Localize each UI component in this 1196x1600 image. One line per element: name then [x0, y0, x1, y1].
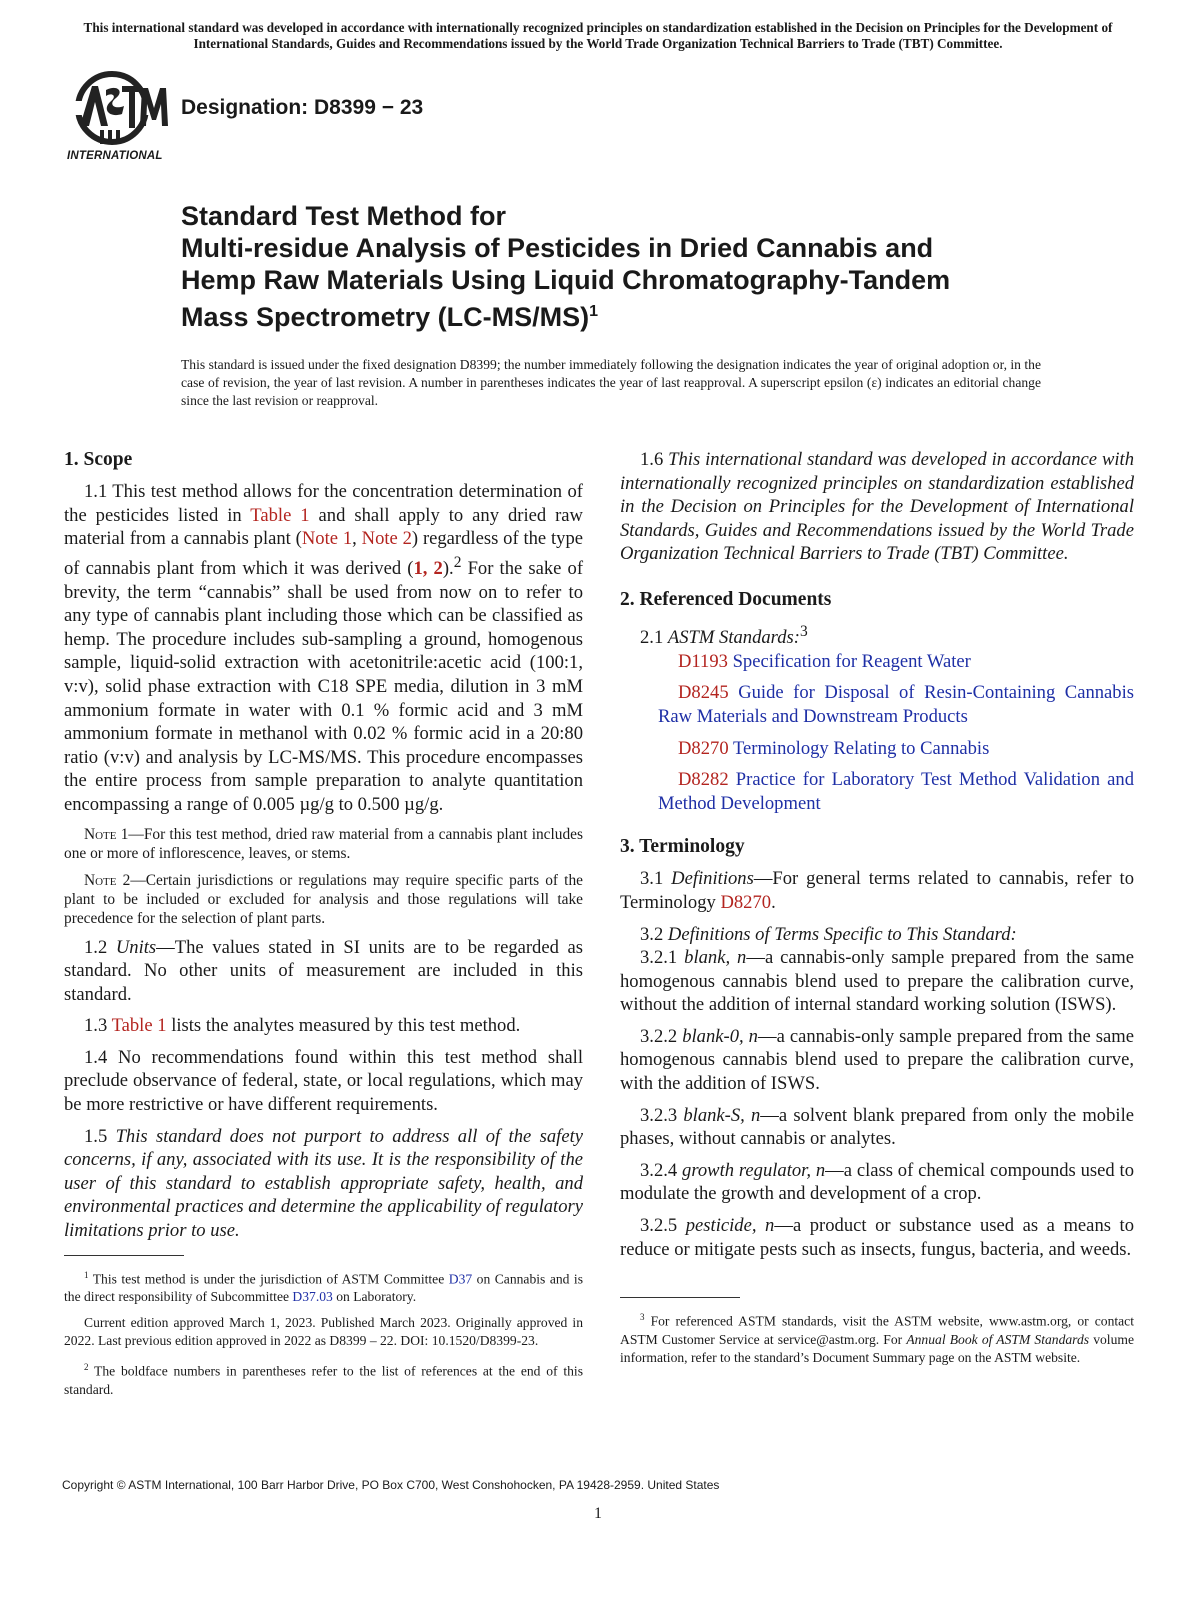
def-3-2-3: 3.2.3 blank-S, n—a solvent blank prepared from only the mobile phases, without cannabis or analytes.: [620, 1104, 1134, 1150]
section-terminology-heading: 3. Terminology: [620, 836, 745, 858]
para-1-5: 1.5 This standard does not purport to address all of the safety concerns, if any, associated with its use. It is the responsibility of the user of this standard to establish appropriate safety, health, and environmental practices and determine the applicability of regulatory limitations prior to use.: [64, 1125, 583, 1242]
note-2: Note 2—Certain jurisdictions or regulations may require specific parts of the plant to be included or excluded for analysis and those regulations will take precedence for the selection of plant parts.: [64, 871, 583, 927]
top-notice: This international standard was developed in accordance with internationally recognized principles on standardization established in the Decision on Principles for the Development of International Standards, Guides and Recommendations issued by the World Trade Organization Technical Barriers to Trade (TBT) Committee.: [83, 20, 1113, 51]
title-line-3: Hemp Raw Materials Using Liquid Chromatography-Tandem: [181, 265, 951, 295]
para-3-1: 3.1 Definitions—For general terms related to cannabis, refer to Terminology D8270.: [620, 868, 1134, 913]
d37-link[interactable]: D37: [448, 1271, 473, 1287]
para-3-2: 3.2 Definitions of Terms Specific to This Standard:: [640, 923, 1017, 945]
footnote-3: $^3$ For referenced ASTM standards, visit the ASTM website, www.astm.org, or contact ASTM Customer Service at service@astm.org. For Annual Book of ASTM Standards volume information, refer to the standard’s Document Summary page on the ASTM website.: [620, 1312, 1134, 1365]
left-column: [64, 448, 583, 1407]
ref-d8270[interactable]: D8270 Terminology Relating to Cannabis: [678, 737, 990, 759]
designation: Designation: D8399 − 23: [181, 96, 424, 119]
issuance-statement: This standard is issued under the fixed designation D8399; the number immediately following the designation indicates the year of original adoption or, in the case of revision, the year of last revision. A number in parentheses indicates the year of last reapproval. A superscript epsilon (ε) indicates an editorial change since the last revision or reapproval.: [181, 357, 1041, 408]
title-footnote-mark: 1: [589, 303, 598, 320]
d37-03-link[interactable]: D37.03: [292, 1289, 333, 1305]
para-1-4: 1.4 No recommendations found within this test method shall preclude observance of federal, state, or local regulations, which may be more restrictive or have different requirements.: [64, 1046, 583, 1116]
para-1-2: 1.2 Units—The values stated in SI units are to be regarded as standard. No other units of measurement are included in this standard.: [64, 936, 584, 1005]
title-line-1: Standard Test Method for: [181, 201, 507, 231]
d8270-link[interactable]: D8270: [720, 891, 772, 913]
note-1: Note 1—For this test method, dried raw material from a cannabis plant includes one or more of inflorescence, leaves, or stems.: [64, 825, 584, 862]
def-3-2-4: 3.2.4 growth regulator, n—a class of chemical compounds used to modulate the growth and development of a crop.: [620, 1159, 1134, 1205]
page-number: 1: [594, 1505, 602, 1522]
ref-d1193[interactable]: D1193 Specification for Reagent Water: [678, 650, 971, 672]
refs-1-2-link[interactable]: 1, 2: [413, 557, 443, 579]
section-scope-heading: 1. Scope: [64, 449, 133, 470]
footnote-1-edition: Current edition approved March 1, 2023. Published March 2023. Originally approved in 2022. Last previous edition approved in 2022 as D8399 – 22. DOI: 10.1520/D8399-23.: [64, 1315, 583, 1349]
para-1-3: 1.3 Table 1 lists the analytes measured by this test method.: [84, 1015, 521, 1037]
title-line-4: Mass Spectrometry $(LC-MS/MS)^1$: [181, 302, 598, 332]
note-1-link[interactable]: Note 1: [301, 528, 353, 550]
referenced-documents-list: [620, 650, 1134, 816]
logo-wordmark: INTERNATIONAL: [67, 150, 163, 162]
table-1-link-2[interactable]: Table 1: [111, 1015, 167, 1037]
def-3-2-5: 3.2.5 pesticide, n—a product or substance used as a means to reduce or mitigate pests such as insects, fungus, bacteria, and weeds.: [620, 1215, 1134, 1260]
title-line-2: Multi-residue Analysis of Pesticides in Dried Cannabis and: [181, 233, 934, 263]
para-2-1: 2.1 ASTM Standards:$^3$: [640, 622, 808, 649]
right-column: [620, 448, 1134, 1375]
para-1-1: 1.1 This test method allows for the concentration determination of the pesticides listed in Table 1 and shall apply to any dried raw material from a cannabis plant (Note 1, Note 2) regardless of the type of cannabis plant from which it was derived (1, 2).$^2$ For the sake of brevity, the term “cannabis” shall be used from now on to refer to any type of cannabis plant including those which can be classified as hemp. The procedure includes sub-sampling a ground, homogenous sample, liquid-solid extraction with acetonitrile:acetic acid (100:1, v:v), solid phase extraction with C18 SPE media, dilution in 3 mM ammonium formate in water with 0.1 % formic acid and 3 mM ammonium formate in methanol with 0.02 % formic acid in a 20:80 ratio (v:v) and analysis by LC-MS/MS. This procedure encompasses the entire process from sample preparation to analyte quantitation encompassing a range of 0.005 µg/g to 0.500 µg/g.: [64, 481, 584, 815]
ref-d8282[interactable]: D8282 Practice for Laboratory Test Method Validation and Method Development: [658, 769, 1134, 814]
para-1-6: 1.6 This international standard was developed in accordance with internationally recognized principles on standardization established in the Decision on Principles for the Development of International Standards, Guides and Recommendations issued by the World Trade Organization Technical Barriers to Trade (TBT) Committee.: [620, 449, 1135, 565]
note-2-link[interactable]: Note 2: [361, 528, 412, 550]
footnote-2-mark: 2: [453, 553, 462, 571]
ref-d8245[interactable]: D8245 Guide for Disposal of Resin-Containing Cannabis Raw Materials and Downstream Products: [658, 682, 1135, 727]
footnote-2: $^2$ The boldface numbers in parentheses refer to the list of references at the end of this standard.: [64, 1362, 583, 1397]
table-1-link[interactable]: Table 1: [250, 504, 310, 526]
footnote-rule-left: [64, 1255, 184, 1256]
footnote-1: $^1$ This test method is under the jurisdiction of ASTM Committee D37 on Cannabis and is the direct responsibility of Subcommittee D37.03 on Laboratory.: [64, 1269, 583, 1305]
section-referenced-documents-heading: 2. Referenced Documents: [620, 588, 832, 610]
def-3-2-1: 3.2.1 blank, n—a cannabis-only sample prepared from the same homogenous cannabis blend used to prepare the calibration curve, without the addition of internal standard working solution (ISWS).: [620, 947, 1134, 1016]
copyright-line: Copyright © ASTM International, 100 Barr Harbor Drive, PO Box C700, West Conshohocken, PA 19428-2959. United States: [62, 1478, 720, 1492]
def-3-2-2: 3.2.2 blank-0, n—a cannabis-only sample prepared from the same homogenous cannabis blend used to prepare the calibration curve, with the addition of ISWS.: [620, 1025, 1134, 1095]
footnote-rule-right: [620, 1297, 740, 1298]
document-title: [181, 200, 1081, 333]
